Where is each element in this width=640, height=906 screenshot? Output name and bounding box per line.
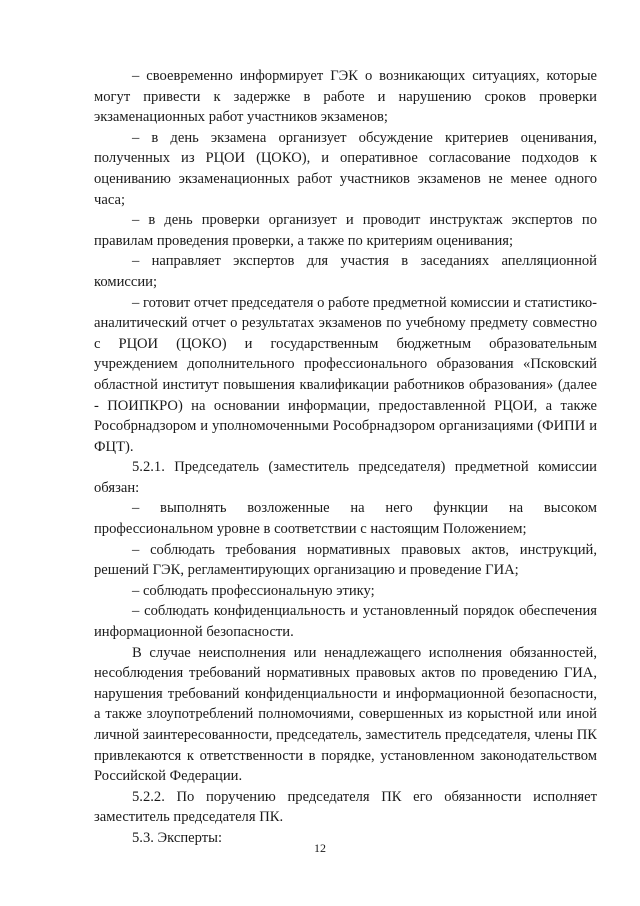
paragraph-ethics: – соблюдать профессиональную этику; [132,582,375,599]
page-number: 12 [314,841,326,855]
paragraph-inform-gek: – своевременно информирует ГЭК о возникающих ситуациях, которые могут привести к задержке в работе и нарушению сроков проверки экзаменационных работ участников экзаменов; [94,68,597,126]
paragraph-appeal-commission: – направляет экспертов для участия в заседаниях апелляционной комиссии; [94,253,597,290]
paragraph-perform-functions: – выполнять возложенные на него функции на высоком профессиональном уровне в соответствии с настоящим Положением; [94,500,597,538]
paragraph-confidentiality: – соблюдать конфиденциальность и установленный порядок обеспечения информационной безопасности. [94,603,597,641]
paragraph-liability: В случае неисполнения или ненадлежащего исполнения обязанностей, несоблюдения требований нормативных правовых актов по проведению ГИА, нарушения требований конфиденциальности и информационной безопасности, а также злоупотреблений полномочиями, совершенных из корыстной или иной личной заинтересованности, председатель, заместитель председателя, члены ПК привлекаются к ответственности в порядке, установленном законодательством Российской Федерации. [94,644,597,785]
body-text [94,66,597,849]
paragraph-comply-requirements: – соблюдать требования нормативных правовых актов, инструкций, решений ГЭК, регламентирующих организацию и проведение ГИА; [94,541,597,579]
paragraph-section-5-2-1: 5.2.1. Председатель (заместитель председателя) предметной комиссии обязан: [94,459,597,496]
paragraph-section-5-2-2: 5.2.2. По поручению председателя ПК его обязанности исполняет заместитель председателя ПК. [94,788,597,826]
paragraph-check-day-briefing: – в день проверки организует и проводит инструктаж экспертов по правилам проведения проверки, а также по критериям оценивания; [94,212,597,249]
paragraph-prepare-report: – готовит отчет председателя о работе предметной комиссии и статистико-аналитический отчет о результатах экзаменов по учебному предмету совместно с РЦОИ (ЦОКО) и государственным бюджетным образовательным учреждением дополнительного профессионального образования «Псковский областной институт повышения квалификации работников образования» (далее - ПОИПКРО) на основании информации, предоставленной РЦОИ, а также Рособрнадзором и уполномоченными Рособрнадзором организациями (ФИПИ и ФЦТ). [94,294,597,455]
paragraph-section-5-3: 5.3. Эксперты: [132,829,223,846]
paragraph-exam-day-criteria: – в день экзамена организует обсуждение критериев оценивания, полученных из РЦОИ (ЦОКО), и оперативное согласование подходов к оцениванию экзаменационных работ участников экзаменов не менее одного часа; [94,129,597,208]
